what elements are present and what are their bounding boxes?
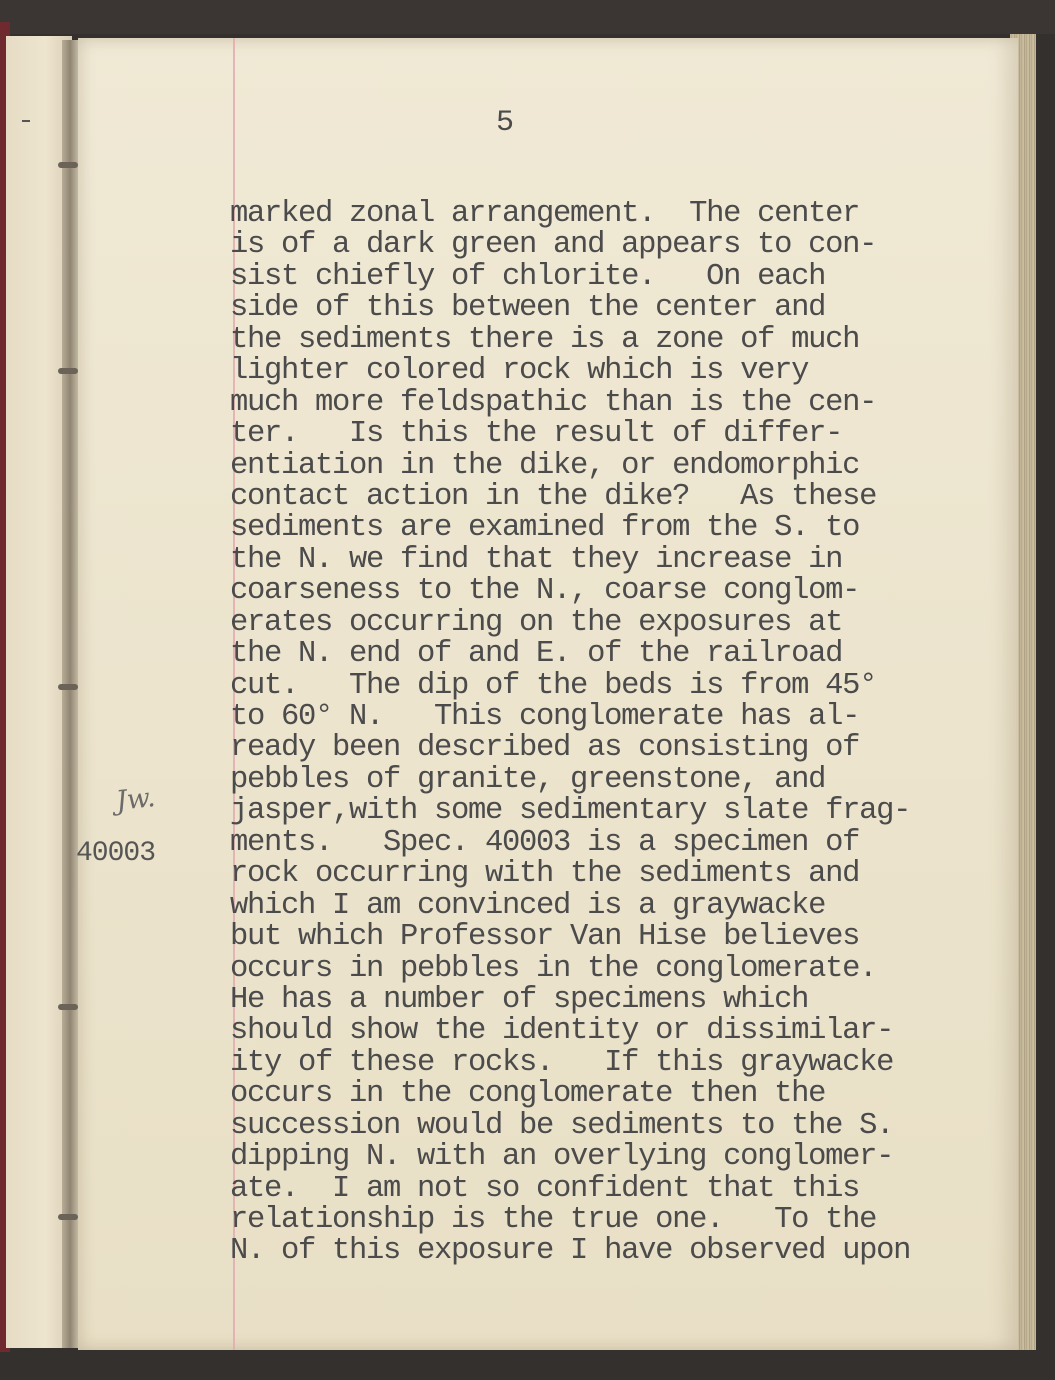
text-line: is of a dark green and appears to con- bbox=[230, 228, 877, 263]
text-line: but which Professor Van Hise believes bbox=[230, 920, 860, 955]
text-line: relationship is the true one. To the bbox=[230, 1203, 877, 1237]
text-line: cut. The dip of the beds is from 45° bbox=[230, 668, 877, 703]
text-line: much more feldspathic than is the cen- bbox=[230, 385, 877, 420]
text-line: pebbles of granite, greenstone, and bbox=[230, 762, 826, 797]
left-page-mark bbox=[22, 120, 30, 122]
text-line: occurs in pebbles in the conglomerate. bbox=[230, 951, 877, 986]
text-line: to 60° N. This conglomerate has al- bbox=[230, 700, 860, 734]
typed-body-text bbox=[230, 199, 910, 1268]
text-line: occurs in the conglomerate then the bbox=[230, 1077, 826, 1112]
text-line: succession would be sediments to the S. bbox=[230, 1108, 894, 1143]
text-line: He has a number of specimens which bbox=[230, 982, 809, 1017]
text-line: side of this between the center and bbox=[230, 291, 826, 326]
text-line: ments. Spec. 40003 is a specimen of bbox=[230, 825, 860, 860]
binding-ring bbox=[58, 1004, 78, 1010]
text-line: which I am convinced is a graywacke bbox=[230, 888, 826, 923]
page-number: 5 bbox=[496, 106, 515, 140]
text-line: ter. Is this the result of differ- bbox=[230, 417, 843, 452]
margin-note-specimen: 40003 bbox=[76, 838, 156, 869]
text-line: should show the identity or dissimilar- bbox=[230, 1014, 894, 1049]
text-line: ity of these rocks. If this graywacke bbox=[230, 1045, 894, 1080]
text-line: lighter colored rock which is very bbox=[230, 354, 809, 389]
text-line: the sediments there is a zone of much bbox=[230, 322, 860, 357]
text-line: erates occurring on the exposures at bbox=[230, 605, 843, 640]
text-line: coarseness to the N., coarse conglom- bbox=[230, 574, 860, 609]
text-line: the N. end of and E. of the railroad bbox=[230, 637, 843, 672]
text-line: jasper,with some sedimentary slate frag- bbox=[230, 794, 911, 829]
binding-ring bbox=[58, 684, 78, 690]
text-line: contact action in the dike? As these bbox=[230, 479, 877, 514]
text-line: sist chiefly of chlorite. On each bbox=[230, 259, 826, 294]
binding-ring bbox=[58, 1214, 78, 1220]
text-line: N. of this exposure I have observed upon bbox=[230, 1234, 911, 1269]
text-line: rock occurring with the sediments and bbox=[230, 857, 860, 892]
text-line: entiation in the dike, or endomorphic bbox=[230, 448, 860, 483]
text-line: ate. I am not so confident that this bbox=[230, 1171, 860, 1206]
binding-ring bbox=[58, 368, 78, 374]
text-line: the N. we find that they increase in bbox=[230, 542, 843, 577]
text-line: sediments are examined from the S. to bbox=[230, 511, 860, 546]
text-line: dipping N. with an overlying conglomer- bbox=[230, 1140, 894, 1175]
desk-background bbox=[0, 0, 1055, 34]
text-line: ready been described as consisting of bbox=[230, 731, 860, 766]
margin-note-initials: Jw. bbox=[114, 782, 157, 817]
text-line: marked zonal arrangement. The center bbox=[230, 197, 860, 231]
binding-ring bbox=[58, 162, 78, 168]
